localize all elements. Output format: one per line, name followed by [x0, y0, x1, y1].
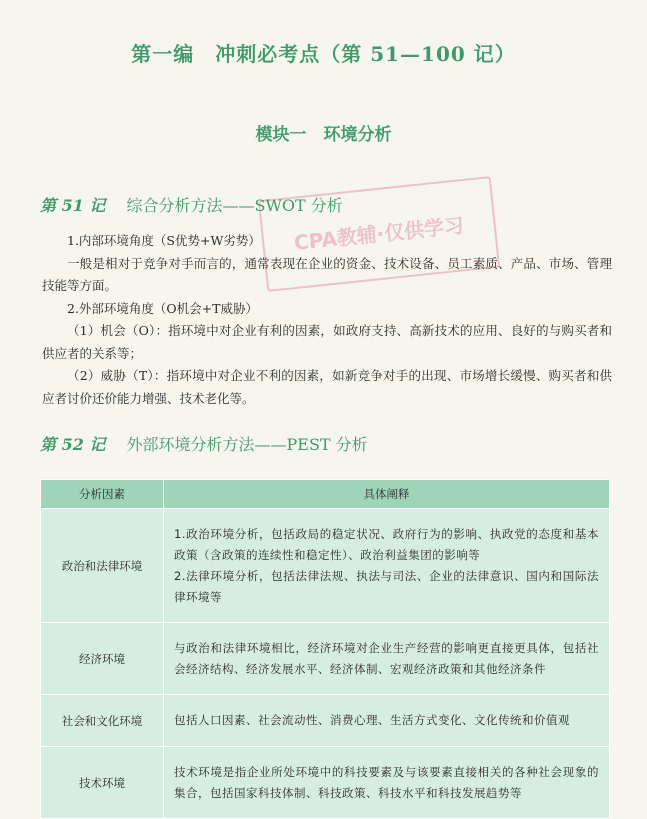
table-row — [41, 695, 610, 747]
table-row — [41, 747, 610, 819]
detail-line: 技术环境是指企业所处环境中的科技要素及与该要素直接相关的各种社会现象的集合，包括国家科技体制、科技政策、科技水平和科技发展趋势等 — [174, 764, 599, 800]
section-51-heading — [40, 193, 343, 216]
pest-table — [40, 479, 610, 819]
table-row — [41, 623, 610, 695]
row-factor: 经济环境 — [41, 623, 164, 695]
detail-line: 2.法律环境分析，包括法律法规、执法与司法、企业的法律意识、国内和国际法律环境等 — [174, 568, 599, 604]
row-detail — [164, 695, 610, 747]
row-factor: 社会和文化环境 — [41, 695, 164, 747]
row-detail — [164, 747, 610, 819]
table-row — [41, 509, 610, 623]
row-detail — [164, 509, 610, 623]
paragraph: 一般是相对于竞争对手而言的，通常表现在企业的资金、技术设备、员工素质、产品、市场、管理技能等方面。 — [42, 255, 612, 293]
row-factor: 政治和法律环境 — [41, 509, 164, 623]
paragraph: 1.内部环境角度（S优势+W劣势） — [67, 233, 261, 248]
detail-line: 1.政治环境分析，包括政局的稳定状况、政府行为的影响、执政党的态度和基本政策（含政策的连续性和稳定性）、政治利益集团的影响等 — [174, 526, 599, 562]
detail-line: 包括人口因素、社会流动性、消费心理、生活方式变化、文化传统和价值观 — [174, 713, 570, 727]
section-52-title: 外部环境分析方法——PEST 分析 — [126, 435, 368, 454]
header-detail: 具体阐释 — [164, 480, 610, 509]
row-detail — [164, 623, 610, 695]
section-51-title: 综合分析方法——SWOT 分析 — [126, 196, 343, 215]
table-header-row — [41, 480, 610, 509]
section-51-number: 第 51 记 — [40, 196, 106, 215]
detail-line: 与政治和法律环境相比，经济环境对企业生产经营的影响更直接更具体，包括社会经济结构、经济发展水平、经济体制、宏观经济政策和其他经济条件 — [174, 640, 599, 676]
header-factor: 分析因素 — [41, 480, 164, 509]
stamp-watermark: CPA教辅·仅供学习 — [258, 176, 500, 292]
section-52-number: 第 52 记 — [40, 435, 106, 454]
paragraph: （1）机会（O）：指环境中对企业有利的因素，如政府支持、高新技术的应用、良好的与购买者和供应者的关系等； — [42, 323, 612, 361]
part-title: 第一编 冲刺必考点（第 51—100 记） — [131, 42, 516, 66]
paragraph: （2）威胁（T）：指环境中对企业不利的因素，如新竞争对手的出现、市场增长缓慢、购买者和供应者讨价还价能力增强、技术老化等。 — [42, 368, 612, 406]
section-51-body — [42, 230, 612, 410]
section-52-heading — [40, 432, 368, 455]
row-factor: 技术环境 — [41, 747, 164, 819]
module-title: 模块一 环境分析 — [255, 125, 392, 145]
paragraph: 2.外部环境角度（O机会+T威胁） — [67, 300, 258, 316]
